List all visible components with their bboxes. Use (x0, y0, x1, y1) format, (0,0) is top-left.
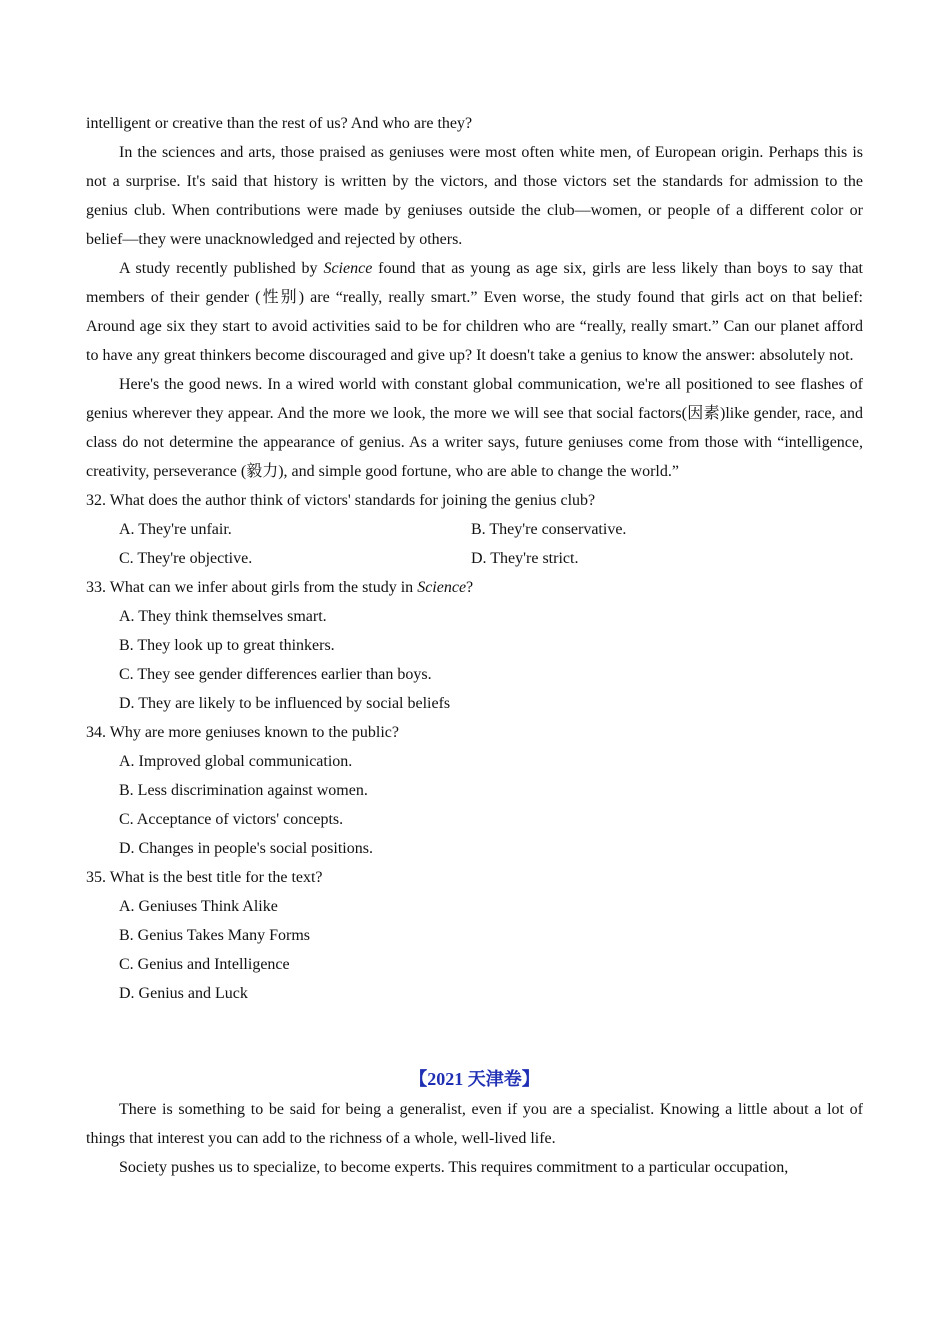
p2-text-b: found that as young as age six, girls are less likely than boys to say that members of their gender (性别) are “really, really smart.” Even worse, the study found that girls act on that belief: Around age six they start to avoid activities said to be for children who are “really, really smart.” Can our planet afford to have any great thinkers become discouraged and give up? It doesn't take a genius to know the answer: absolutely not. (86, 260, 863, 364)
section2-paragraph-2: Society pushes us to specialize, to become experts. This requires commitment to a particular occupation, (119, 1159, 789, 1176)
question-33-option-d: D. They are likely to be influenced by social beliefs (119, 695, 451, 712)
question-32-option-d: D. They're strict. (471, 550, 579, 567)
passage-paragraph-0: intelligent or creative than the rest of us? And who are they? (86, 115, 473, 132)
question-32-option-a: A. They're unfair. (119, 521, 232, 538)
passage-paragraph-3: Here's the good news. In a wired world with constant global communication, we're all positioned to see flashes of genius wherever they appear. And the more we look, the more we will see that social factors(因素)like gender, race, and class do not determine the appearance of genius. As a writer says, future geniuses come from those with “intelligence, creativity, perseverance (毅力), and simple good fortune, who are able to change the world.” (86, 376, 863, 480)
question-33-stem (86, 573, 863, 602)
section-title: 【2021 天津卷】 (409, 1069, 540, 1089)
q33-stem-italic: Science (417, 579, 467, 596)
p2-italic-science: Science (323, 260, 373, 277)
page-content (86, 109, 863, 1182)
passage-paragraph-2 (86, 254, 863, 370)
question-35-option-c: C. Genius and Intelligence (119, 956, 290, 973)
question-34-option-d: D. Changes in people's social positions. (119, 840, 373, 857)
q33-stem-a: 33. What can we infer about girls from the study in (86, 579, 418, 596)
section2-paragraph-1: There is something to be said for being a generalist, even if you are a specialist. Knowing a little about a lot of things that interest you can add to the richness of a whole, well-lived life. (86, 1101, 863, 1147)
q33-stem-b: ? (466, 579, 474, 596)
question-32-options-row-1 (86, 515, 863, 544)
question-32-option-c: C. They're objective. (119, 550, 253, 567)
question-34-option-b: B. Less discrimination against women. (119, 782, 368, 799)
question-35-option-b: B. Genius Takes Many Forms (119, 927, 311, 944)
question-35-option-d: D. Genius and Luck (119, 985, 248, 1002)
question-34-option-a: A. Improved global communication. (119, 753, 353, 770)
p2-text-a: A study recently published by (119, 260, 324, 277)
question-32-stem: 32. What does the author think of victors' standards for joining the genius club? (86, 492, 596, 509)
passage-paragraph-1: In the sciences and arts, those praised as geniuses were most often white men, of European origin. Perhaps this is not a surprise. It's said that history is written by the victors, and those victors set the standards for admission to the genius club. When contributions were made by geniuses outside the club—women, or people of a different color or belief—they were unacknowledged and rejected by others. (86, 144, 863, 248)
question-33-option-a: A. They think themselves smart. (119, 608, 327, 625)
question-35-stem: 35. What is the best title for the text? (86, 869, 323, 886)
question-34-stem: 34. Why are more geniuses known to the public? (86, 724, 399, 741)
question-33-option-b: B. They look up to great thinkers. (119, 637, 335, 654)
question-32-option-b: B. They're conservative. (471, 521, 627, 538)
question-32-options-row-2 (86, 544, 863, 573)
question-33-option-c: C. They see gender differences earlier than boys. (119, 666, 432, 683)
question-34-option-c: C. Acceptance of victors' concepts. (119, 811, 344, 828)
question-35-option-a: A. Geniuses Think Alike (119, 898, 278, 915)
